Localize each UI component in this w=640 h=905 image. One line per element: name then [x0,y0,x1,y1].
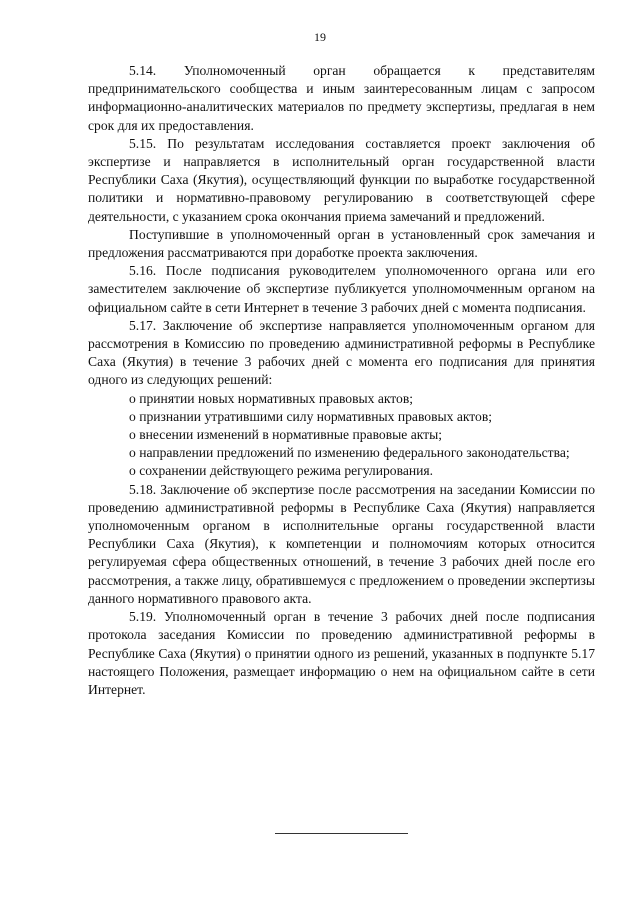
page-number: 19 [314,30,326,44]
footer-divider [275,833,408,834]
paragraph-5-16: 5.16. После подписания руководителем уполномоченного органа или его заместителем заключение об экспертизе публикуется уполномочменным органом на официальном сайте в сети Интернет в течение 3 рабочих дней с момента подписания. [88,263,595,315]
list-item: о принятии новых нормативных правовых актов; [129,390,414,406]
paragraph-remarks: Поступившие в уполномоченный орган в установленный срок замечания и предложения рассматриваются при доработке проекта заключения. [88,226,595,261]
paragraph-5-19: 5.19. Уполномоченный орган в течение 3 рабочих дней после подписания протокола заседания Комиссии по проведению административной реформы в Республике Саха (Якутия) о принятии одного из решений, указанных в подпункте 5.17 настоящего Положения, размещает информацию о нем на официальном сайте в сети Интернет. [88,609,595,697]
list-item: о признании утратившими силу нормативных правовых актов; [129,408,493,424]
list-item: о направлении предложений по изменению федерального законодательства; [129,445,570,461]
paragraph-5-14: 5.14. Уполномоченный орган обращается к представителям предпринимательского сообщества и иным заинтересованным лицам с запросом информационно-аналитических материалов по предмету экспертизы, предлагая в нем срок для их предоставления. [88,63,595,133]
paragraph-5-17: 5.17. Заключение об экспертизе направляется уполномоченным органом для рассмотрения в Комиссию по проведению административной реформы в Республике Саха (Якутия) в течение 3 рабочих дней с момента его подписания для принятия одного из следующих решений: [88,317,595,388]
list-item: о сохранении действующего режима регулирования. [129,463,434,479]
document-body [88,62,595,699]
paragraph-5-15: 5.15. По результатам исследования составляется проект заключения об экспертизе и направляется в исполнительный орган государственной власти Республики Саха (Якутия), осуществляющий функции по выработке государственной политики и нормативно-правовому регулированию в соответствующей сфере деятельности, с указанием срока окончания приема замечаний и предложений. [88,135,595,224]
paragraph-5-18: 5.18. Заключение об экспертизе после рассмотрения на заседании Комиссии по проведению административной реформы в Республике Саха (Якутия) направляется уполномоченным органом в исполнительные органы государственной власти Республики Саха (Якутия), к компетенции и полномочиям которых относится регулируемая сфера общественных отношений, в течение 3 рабочих дней после его рассмотрения, а также лицу, обратившемуся с предложением о проведении экспертизы данного нормативного правового акта. [88,481,595,606]
list-item: о внесении изменений в нормативные правовые акты; [129,427,443,443]
